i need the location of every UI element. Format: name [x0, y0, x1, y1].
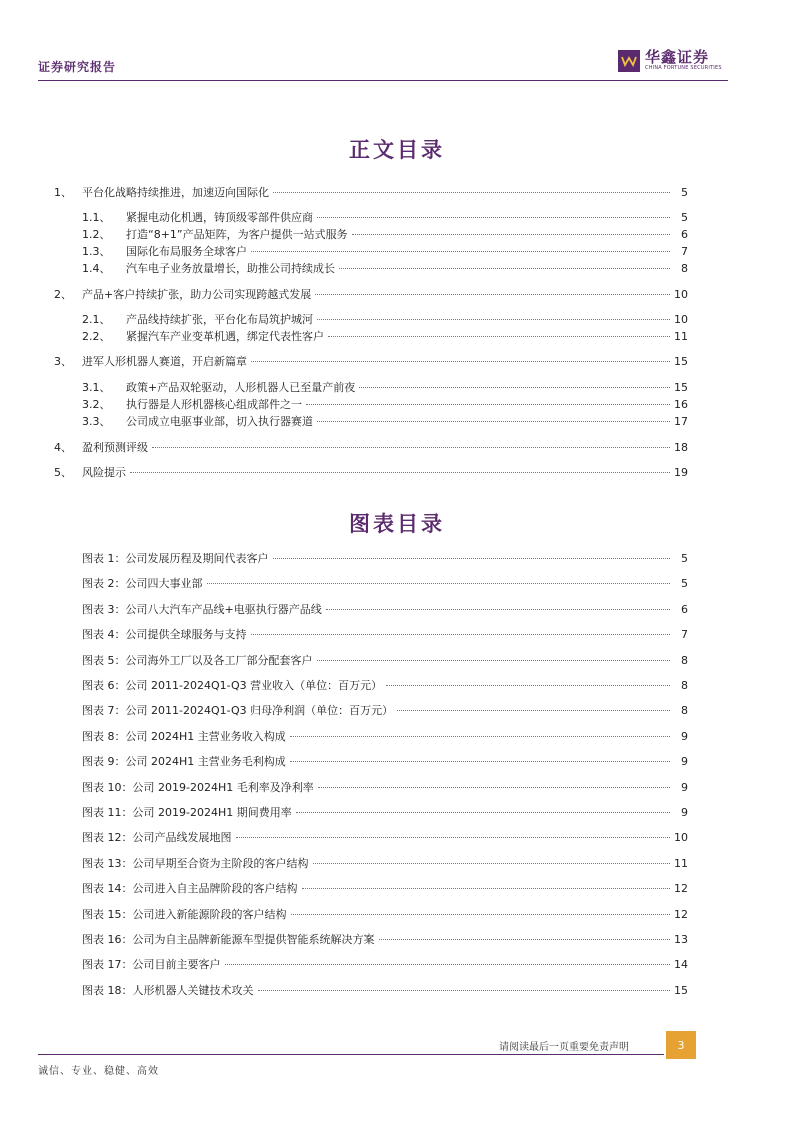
- toc-entry-page: 18: [674, 441, 688, 454]
- disclaimer-note: 请阅读最后一页重要免责声明: [499, 1042, 629, 1053]
- dot-leader: [326, 608, 670, 610]
- dot-leader: [273, 191, 670, 193]
- toc-section-entry[interactable]: [54, 185, 688, 201]
- figure-list-entry[interactable]: [82, 576, 688, 592]
- figure-list-entry[interactable]: [82, 856, 688, 872]
- logo-mark-icon: [618, 50, 640, 72]
- toc-entry-page: 5: [681, 186, 688, 199]
- dot-leader: [328, 335, 670, 337]
- figure-entry-title: 图表 1：公司发展历程及期间代表客户: [82, 552, 269, 565]
- toc-entry-page: 8: [681, 262, 688, 275]
- toc-entry-title: 执行器是人形机器核心组成部件之一: [126, 398, 302, 411]
- dot-leader: [207, 582, 671, 584]
- figure-entry-title: 图表 16：公司为自主品牌新能源车型提供智能系统解决方案: [82, 933, 375, 946]
- dot-leader: [317, 420, 670, 422]
- toc-entry-number: 1.1、: [82, 211, 111, 224]
- figure-list-entry[interactable]: [82, 703, 688, 719]
- toc-subsection-entry[interactable]: [82, 380, 688, 396]
- logo-english-name: CHINA FORTUNE SECURITIES: [645, 65, 722, 71]
- figure-entry-page: 6: [681, 602, 688, 616]
- figure-list-entry[interactable]: [82, 754, 688, 770]
- toc-entry-number: 3.1、: [82, 381, 111, 394]
- dot-leader: [352, 233, 670, 235]
- toc-entry-title: 产品+客户持续扩张，助力公司实现跨越式发展: [82, 288, 312, 301]
- figure-list-title: 图表目录: [349, 511, 445, 536]
- figure-entry-page: 13: [674, 933, 688, 946]
- toc-entry-title: 紧握汽车产业变革机遇，绑定代表性客户: [126, 330, 324, 343]
- toc-entry-page: 15: [674, 355, 688, 368]
- figure-list-entry[interactable]: [82, 805, 688, 821]
- toc-section-entry[interactable]: [54, 465, 688, 481]
- toc-title: 正文目录: [349, 137, 445, 162]
- figure-entry-title: 图表 11：公司 2019-2024H1 期间费用率: [82, 806, 292, 819]
- toc-entry-page: 6: [681, 228, 688, 241]
- figure-entry-title: 图表 10：公司 2019-2024H1 毛利率及净利率: [82, 780, 314, 794]
- figure-list-entry[interactable]: [82, 932, 688, 948]
- toc-subsection-entry[interactable]: [82, 227, 688, 243]
- toc-entry-title: 打造“8+1”产品矩阵，为客户提供一站式服务: [126, 228, 348, 241]
- toc-entry-page: 11: [674, 330, 688, 343]
- figure-entry-page: 14: [674, 958, 688, 972]
- toc-entry-title: 风险提示: [82, 466, 126, 479]
- figure-entry-title: 图表 17：公司目前主要客户: [82, 958, 221, 972]
- company-logo: [618, 49, 722, 72]
- figure-entry-title: 图表 8：公司 2024H1 主营业务收入构成: [82, 729, 286, 743]
- toc-entry-page: 10: [674, 288, 688, 301]
- figure-list-entry[interactable]: [82, 780, 688, 796]
- figure-list-entry[interactable]: [82, 551, 688, 567]
- toc-subsection-entry[interactable]: [82, 261, 688, 277]
- figure-entry-title: 图表 2：公司四大事业部: [82, 577, 203, 591]
- figure-entry-title: 图表 12：公司产品线发展地图: [82, 831, 232, 845]
- figure-list-entry[interactable]: [82, 957, 688, 973]
- toc-entry-title: 进军人形机器人赛道，开启新篇章: [82, 355, 247, 368]
- toc-entry-title: 平台化战略持续推进，加速迈向国际化: [82, 186, 269, 199]
- figure-list-entry[interactable]: [82, 830, 688, 846]
- toc-subsection-entry[interactable]: [82, 414, 688, 430]
- figure-entry-page: 5: [681, 577, 688, 591]
- toc-subsection-entry[interactable]: [82, 397, 688, 413]
- toc-entry-number: 1.4、: [82, 262, 111, 275]
- report-header-label: 证券研究报告: [38, 60, 117, 74]
- toc-subsection-entry[interactable]: [82, 244, 688, 260]
- figure-entry-page: 12: [674, 882, 688, 896]
- figure-entry-title: 图表 14：公司进入自主品牌阶段的客户结构: [82, 882, 298, 896]
- dot-leader: [296, 811, 670, 813]
- toc-entry-title: 紧握电动化机遇，铸顶级零部件供应商: [126, 211, 313, 224]
- figure-entry-page: 5: [681, 552, 688, 565]
- dot-leader: [291, 913, 671, 915]
- figure-entry-title: 图表 4：公司提供全球服务与支持: [82, 628, 247, 642]
- dot-leader: [273, 557, 671, 559]
- dot-leader: [251, 360, 670, 362]
- toc-subsection-entry[interactable]: [82, 210, 688, 226]
- figure-entry-page: 7: [681, 628, 688, 642]
- footer-motto: 诚信、专业、稳健、高效: [38, 1066, 159, 1077]
- toc-entry-number: 5、: [54, 466, 72, 479]
- figure-list-entry[interactable]: [82, 907, 688, 923]
- dot-leader: [225, 963, 671, 965]
- figure-list-entry[interactable]: [82, 627, 688, 643]
- figure-entry-page: 12: [674, 907, 688, 921]
- toc-entry-number: 1.2、: [82, 228, 111, 241]
- dot-leader: [359, 386, 670, 388]
- figure-entry-title: 图表 13：公司早期至合资为主阶段的客户结构: [82, 856, 309, 870]
- toc-entry-number: 3.3、: [82, 415, 111, 428]
- figure-entry-page: 10: [674, 831, 688, 845]
- toc-entry-number: 3.2、: [82, 398, 111, 411]
- footer-divider: [38, 1054, 664, 1055]
- figure-entry-page: 9: [681, 806, 688, 819]
- figure-list-entry[interactable]: [82, 602, 688, 618]
- toc-entry-title: 产品线持续扩张，平台化布局筑护城河: [126, 313, 313, 326]
- toc-entry-page: 7: [681, 245, 688, 258]
- toc-section-entry[interactable]: [54, 287, 688, 303]
- figure-list-entry[interactable]: [82, 678, 688, 694]
- figure-entry-title: 图表 6：公司 2011-2024Q1-Q3 营业收入（单位：百万元）: [82, 679, 383, 692]
- dot-leader: [317, 659, 671, 661]
- dot-leader: [317, 318, 670, 320]
- dot-leader: [152, 446, 670, 448]
- toc-entry-title: 汽车电子业务放量增长，助推公司持续成长: [126, 262, 335, 275]
- figure-entry-title: 图表 18：人形机器人关键技术攻关: [82, 983, 254, 997]
- dot-leader: [318, 786, 670, 788]
- toc-entry-page: 15: [674, 381, 688, 394]
- dot-leader: [397, 709, 670, 711]
- toc-entry-page: 19: [674, 466, 688, 479]
- dot-leader: [306, 403, 670, 405]
- figure-entry-title: 图表 9：公司 2024H1 主营业务毛利构成: [82, 755, 286, 769]
- figure-entry-page: 11: [674, 856, 688, 870]
- figure-entry-page: 9: [681, 780, 688, 794]
- figure-entry-page: 9: [681, 755, 688, 769]
- toc-entry-title: 国际化布局服务全球客户: [126, 245, 247, 258]
- toc-subsection-entry[interactable]: [82, 329, 688, 345]
- dot-leader: [290, 760, 670, 762]
- dot-leader: [315, 293, 670, 295]
- dot-leader: [339, 267, 670, 269]
- figure-entry-title: 图表 7：公司 2011-2024Q1-Q3 归母净利润（单位：百万元）: [82, 704, 394, 718]
- dot-leader: [130, 471, 670, 473]
- toc-subsection-entry[interactable]: [82, 312, 688, 328]
- toc-entry-number: 1.3、: [82, 245, 111, 258]
- dot-leader: [302, 887, 671, 889]
- figure-list-entry[interactable]: [82, 983, 688, 999]
- dot-leader: [386, 684, 670, 686]
- figure-entry-page: 8: [681, 704, 688, 718]
- dot-leader: [258, 989, 671, 991]
- dot-leader: [290, 735, 670, 737]
- figure-list-entry[interactable]: [82, 881, 688, 897]
- figure-entry-page: 9: [681, 729, 688, 743]
- figure-entry-title: 图表 5：公司海外工厂以及各工厂部分配套客户: [82, 653, 313, 667]
- dot-leader: [236, 836, 671, 838]
- header-divider: [38, 80, 728, 81]
- figure-list-entry[interactable]: [82, 653, 688, 669]
- dot-leader: [379, 938, 671, 940]
- toc-section-entry[interactable]: [54, 440, 688, 456]
- toc-entry-page: 5: [681, 211, 688, 224]
- toc-entry-number: 2、: [54, 288, 72, 301]
- toc-entry-number: 2.2、: [82, 330, 111, 343]
- dot-leader: [251, 250, 670, 252]
- figure-entry-title: 图表 15：公司进入新能源阶段的客户结构: [82, 907, 287, 921]
- logo-chinese-name: 华鑫证券: [645, 48, 710, 66]
- toc-entry-title: 公司成立电驱事业部，切入执行器赛道: [126, 415, 313, 428]
- dot-leader: [251, 633, 671, 635]
- page-number-badge: 3: [666, 1031, 696, 1059]
- figure-list-entry[interactable]: [82, 729, 688, 745]
- dot-leader: [313, 862, 671, 864]
- toc-entry-page: 16: [674, 398, 688, 411]
- toc-entry-number: 1、: [54, 186, 72, 199]
- figure-entry-page: 15: [674, 983, 688, 997]
- figure-entry-title: 图表 3：公司八大汽车产品线+电驱执行器产品线: [82, 602, 322, 616]
- toc-entry-title: 政策+产品双轮驱动，人形机器人已至量产前夜: [126, 381, 356, 394]
- figure-entry-page: 8: [681, 653, 688, 667]
- toc-entry-page: 17: [674, 415, 688, 428]
- toc-entry-title: 盈利预测评级: [82, 441, 148, 454]
- dot-leader: [317, 216, 670, 218]
- figure-entry-page: 8: [681, 679, 688, 692]
- toc-entry-number: 2.1、: [82, 313, 111, 326]
- toc-entry-page: 10: [674, 313, 688, 326]
- toc-entry-number: 3、: [54, 355, 72, 368]
- toc-section-entry[interactable]: [54, 354, 688, 370]
- toc-entry-number: 4、: [54, 441, 72, 454]
